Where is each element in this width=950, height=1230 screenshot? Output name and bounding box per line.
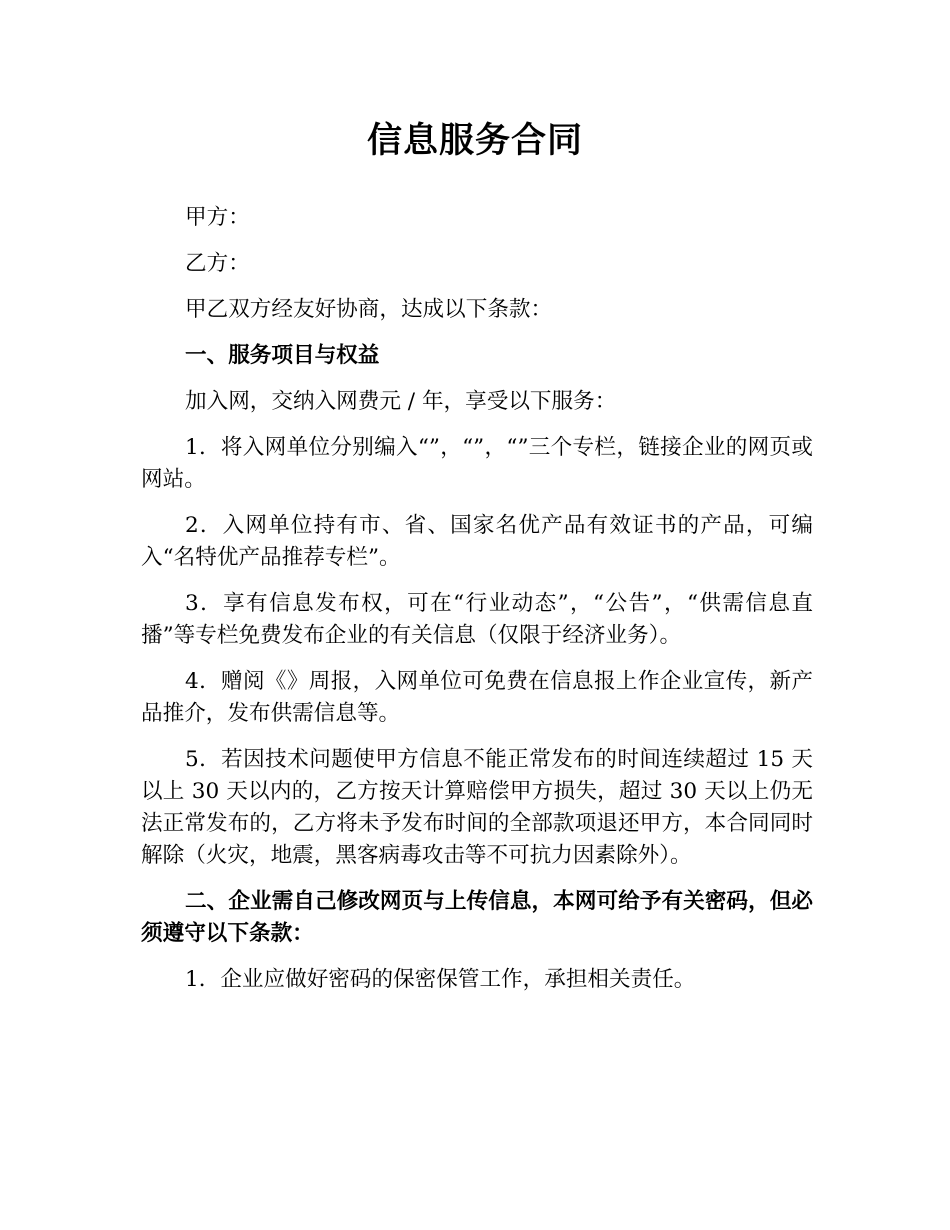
clause-1-3: 3．享有信息发布权，可在“行业动态”，“公告”，“供需信息直播”等专栏免费发布企业的有关信息（仅限于经济业务）。 xyxy=(141,591,813,648)
section-1-heading: 一、服务项目与权益 xyxy=(185,343,380,368)
intro-paragraph: 甲乙双方经友好协商，达成以下条款： xyxy=(185,297,553,322)
section-1-intro: 加入网，交纳入网费元 / 年，享受以下服务： xyxy=(185,389,617,414)
contract-body xyxy=(141,202,813,1010)
party-a-line: 甲方： xyxy=(185,205,250,230)
party-b-line: 乙方： xyxy=(185,251,250,276)
section-2-heading: 二、企业需自己修改网页与上传信息，本网可给予有关密码，但必须遵守以下条款： xyxy=(141,889,813,946)
clause-1-5: 5．若因技术问题使甲方信息不能正常发布的时间连续超过 15 天以上 30 天以内的，乙方按天计算赔偿甲方损失，超过 30 天以上仍无法正常发布的，乙方将未予发布时间的全部款项退还甲方，本合同同时解除（火灾，地震，黑客病毒攻击等不可抗力因素除外）。 xyxy=(141,747,813,868)
contract-title: 信息服务合同 xyxy=(366,121,583,161)
clause-1-4: 4．赠阅《》周报，入网单位可免费在信息报上作企业宣传，新产品推介，发布供需信息等。 xyxy=(141,669,813,726)
clause-1-1: 1．将入网单位分别编入“”，“”，“”三个专栏，链接企业的网页或网站。 xyxy=(141,435,813,492)
clause-2-1: 1．企业应做好密码的保密保管工作，承担相关责任。 xyxy=(185,967,696,992)
clause-1-2: 2．入网单位持有市、省、国家名优产品有效证书的产品，可编入“名特优产品推荐专栏”。 xyxy=(141,513,813,570)
